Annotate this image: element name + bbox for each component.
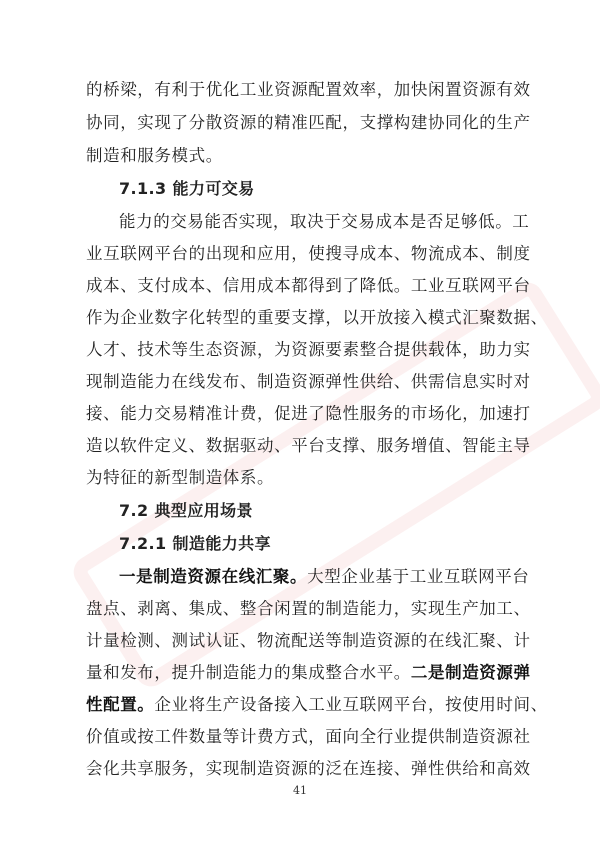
inline-text: 量和发布，提升制造能力的集成整合水平。 [86,663,411,682]
paragraph-line: 盘点、剥离、集成、整合闲置的制造能力，实现生产加工、 [86,599,531,618]
paragraph-line: 成本、支付成本、信用成本都得到了降低。工业互联网平台 [86,276,531,295]
paragraph-line: 的桥梁，有利于优化工业资源配置效率，加快闲置资源有效 [86,80,531,99]
bold-lead-text: 性配置。 [86,695,155,714]
section-heading-7-1-3: 7.1.3 能力可交易 [119,179,255,198]
page-number: 41 [293,784,307,797]
paragraph-line: 造以软件定义、数据驱动、平台支撑、服务增值、智能主导 [86,436,531,455]
paragraph-line: 制造和服务模式。 [86,146,223,165]
paragraph-line: 协同，实现了分散资源的精准匹配，支撑构建协同化的生产 [86,113,531,132]
paragraph-line: 作为企业数字化转型的重要支撑，以开放接入模式汇聚数据、 [86,308,548,327]
inline-text: 企业将生产设备接入工业互联网平台，按使用时间、 [154,695,548,714]
paragraph-line [86,663,531,683]
paragraph-line: 价值或按工件数量等计费方式，面向全行业提供制造资源社 [86,727,531,746]
bold-lead-text: 一是制造资源在线汇聚。 [119,567,308,586]
paragraph-line [86,695,548,715]
paragraph-line: 现制造能力在线发布、制造资源弹性供给、供需信息实时对 [86,372,531,391]
paragraph-line: 计量检测、测试认证、物流配送等制造资源的在线汇聚、计 [86,631,531,650]
paragraph-line: 业互联网平台的出现和应用，使搜寻成本、物流成本、制度 [86,244,531,263]
paragraph-line: 人才、技术等生态资源，为资源要素整合提供载体，助力实 [86,340,531,359]
paragraph-line: 会化共享服务，实现制造资源的泛在连接、弹性供给和高效 [86,759,531,778]
paragraph-line: 接、能力交易精准计费，促进了隐性服务的市场化，加速打 [86,404,531,423]
inline-text: 大型企业基于工业互联网平台 [307,567,530,586]
paragraph-line: 能力的交易能否实现，取决于交易成本是否足够低。工 [119,212,530,231]
paragraph-line [119,567,530,587]
bold-lead-text: 二是制造资源弹 [410,663,531,682]
paragraph-line: 为特征的新型制造体系。 [86,468,275,487]
section-heading-7-2: 7.2 典型应用场景 [119,501,253,520]
section-heading-7-2-1: 7.2.1 制造能力共享 [119,534,271,553]
